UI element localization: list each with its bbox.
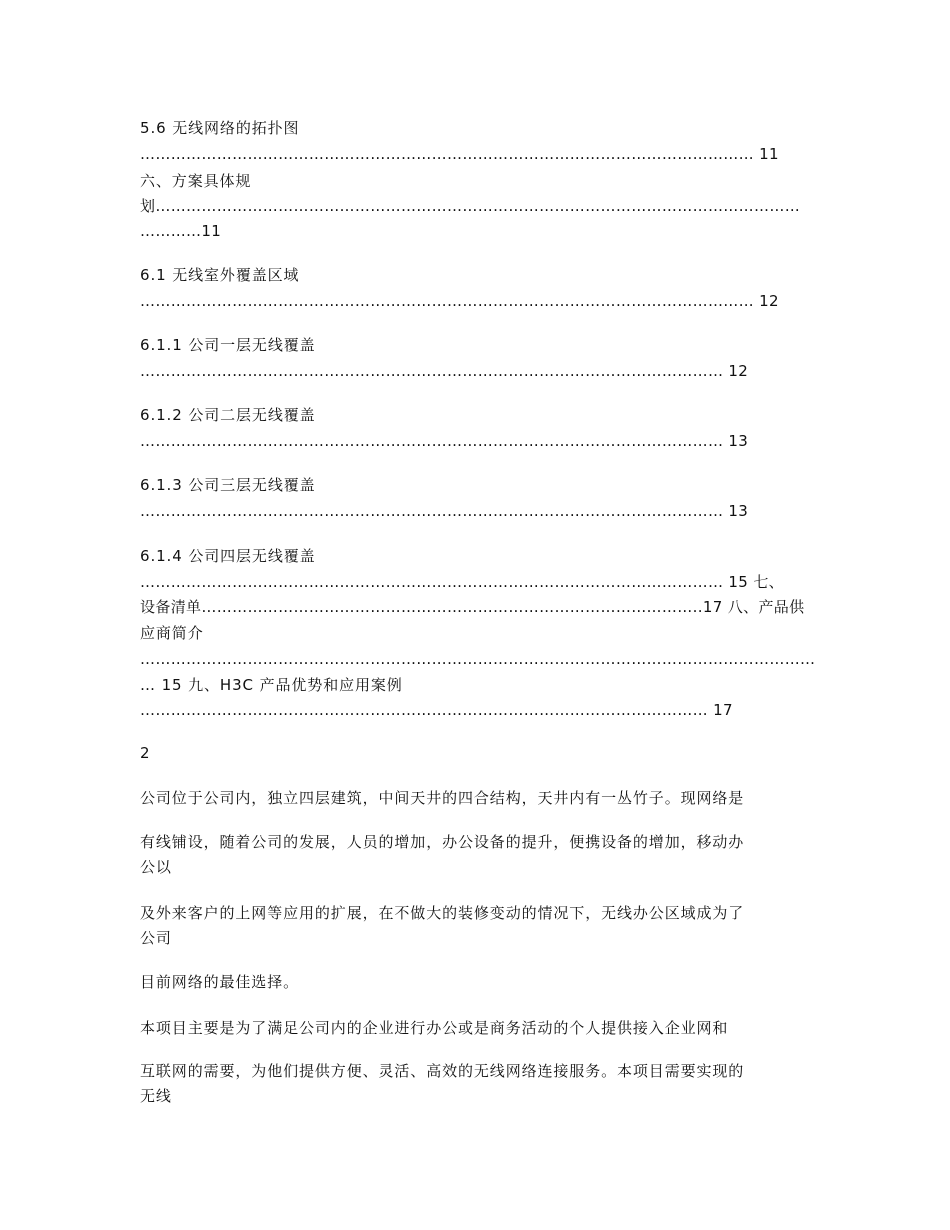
toc-entry-title[interactable]: 6.1.3 公司三层无线覆盖: [140, 476, 316, 494]
toc-entry-leader: …………………………………………………………………………………………………… 12: [140, 362, 749, 380]
toc-entry-title[interactable]: 6.1 无线室外覆盖区域: [140, 266, 300, 284]
toc-entry-title[interactable]: 设备清单……………………………………………………………………………………..17 八、产品供: [140, 598, 805, 616]
toc-entry-title[interactable]: 应商简介: [140, 624, 204, 642]
toc-entry-leader: …………………………………………………………………………………………………… 13: [140, 502, 749, 520]
toc-entry-title[interactable]: 6.1.4 公司四层无线覆盖: [140, 547, 316, 565]
paragraph-line: 及外来客户的上网等应用的扩展，在不做大的装修变动的情况下，无线办公区域成为了: [140, 904, 745, 922]
toc-entry-title[interactable]: 6.1.1 公司一层无线覆盖: [140, 336, 316, 354]
toc-entry-leader: 划………………………………………………………………………………………………………………: [140, 197, 801, 215]
paragraph-line: 公司位于公司内，独立四层建筑，中间天井的四合结构，天井内有一丛竹子。现网络是: [140, 789, 745, 807]
toc-entry-title[interactable]: 5.6 无线网络的拓扑图: [140, 119, 300, 137]
toc-entry-leader: ………………………………………………………………………………………………… 17: [140, 701, 733, 719]
toc-entry-title[interactable]: 六、方案具体规: [140, 172, 252, 190]
toc-entry-leader: …………………………………………………………………………………………………… 15 七、: [140, 573, 785, 591]
toc-entry-title[interactable]: … 15 九、H3C 产品优势和应用案例: [140, 676, 403, 694]
paragraph-line: 有线铺设，随着公司的发展，人员的增加，办公设备的提升，便携设备的增加，移动办: [140, 833, 745, 851]
toc-entry-leader: ………………………………………………………………………………………………………… 11: [140, 145, 779, 163]
paragraph-line: 公以: [140, 858, 172, 876]
paragraph-line: 无线: [140, 1087, 172, 1105]
paragraph-line: 公司: [140, 929, 172, 947]
toc-entry-leader: …………………………………………………………………………………………………… 13: [140, 432, 749, 450]
toc-entry-leader: ………………………………………………………………………………………………………… 12: [140, 292, 779, 310]
toc-entry-title[interactable]: 6.1.2 公司二层无线覆盖: [140, 406, 316, 424]
paragraph-line: 本项目主要是为了满足公司内的企业进行办公或是商务活动的个人提供接入企业网和: [140, 1019, 729, 1037]
page-number: 2: [140, 744, 150, 762]
paragraph-line: 目前网络的最佳选择。: [140, 973, 300, 991]
paragraph-line: 互联网的需要，为他们提供方便、灵活、高效的无线网络连接服务。本项目需要实现的: [140, 1062, 745, 1080]
toc-entry-page: …………11: [140, 222, 222, 240]
toc-entry-leader: ……………………………………………………………………………………………………………………: [140, 650, 816, 668]
